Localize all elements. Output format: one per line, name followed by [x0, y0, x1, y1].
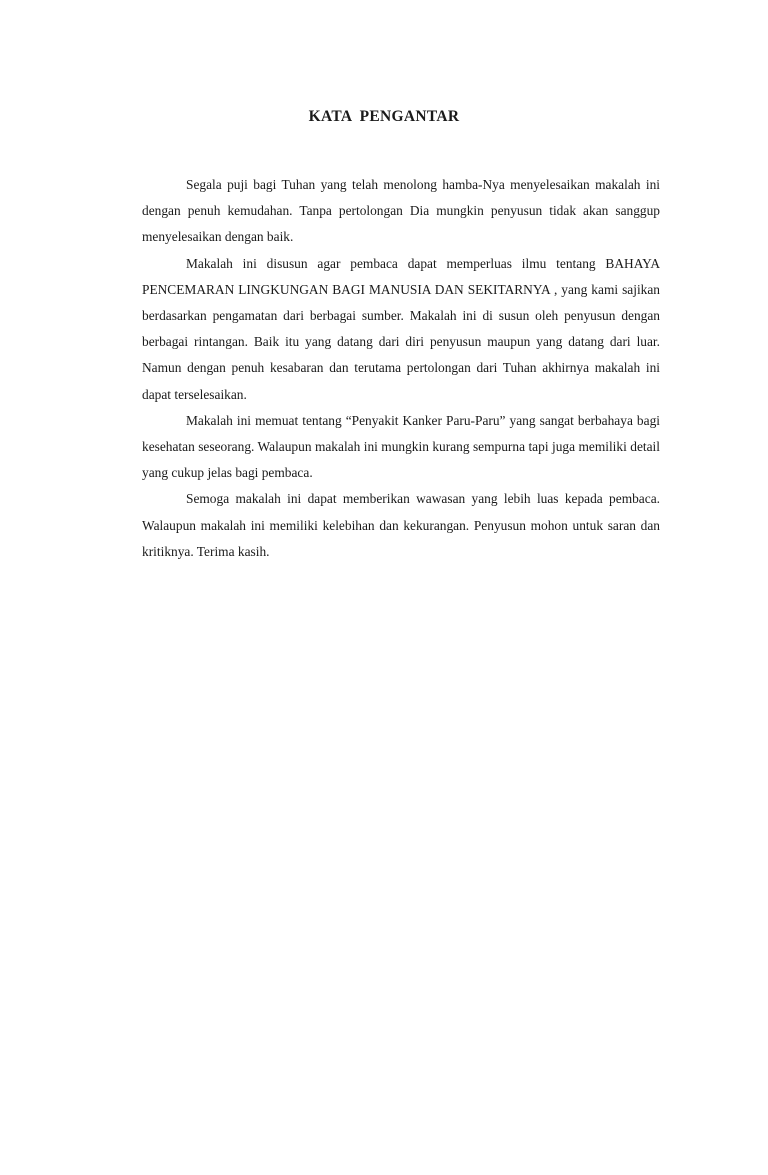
paragraph-1: Segala puji bagi Tuhan yang telah menolong hamba-Nya menyelesaikan makalah ini dengan penuh kemudahan. Tanpa pertolongan Dia mungkin penyusun tidak akan sanggup menyelesaikan dengan baik.	[142, 177, 660, 245]
paragraph-4: Semoga makalah ini dapat memberikan wawasan yang lebih luas kepada pembaca. Walaupun makalah ini memiliki kelebihan dan kekurangan. Penyusun mohon untuk saran dan kritiknya. Terima kasih.	[142, 491, 660, 559]
page-title: KATA PENGANTAR	[308, 108, 460, 125]
document-body	[142, 172, 660, 565]
paragraph-3: Makalah ini memuat tentang “Penyakit Kanker Paru-Paru” yang sangat berbahaya bagi kesehatan seseorang. Walaupun makalah ini mungkin kurang sempurna tapi juga memiliki detail yang cukup jelas bagi pembaca.	[142, 412, 660, 481]
paragraph-2: Makalah ini disusun agar pembaca dapat memperluas ilmu tentang BAHAYA PENCEMARAN LINGKUNGAN BAGI MANUSIA DAN SEKITARNYA , yang kami sajikan berdasarkan pengamatan dari berbagai sumber. Makalah ini di susun oleh penyusun dengan berbagai rintangan. Baik itu yang datang dari diri penyusun maupun yang datang dari luar. Namun dengan penuh kesabaran dan terutama pertolongan dari Tuhan akhirnya makalah ini dapat terselesaikan.	[142, 255, 660, 402]
